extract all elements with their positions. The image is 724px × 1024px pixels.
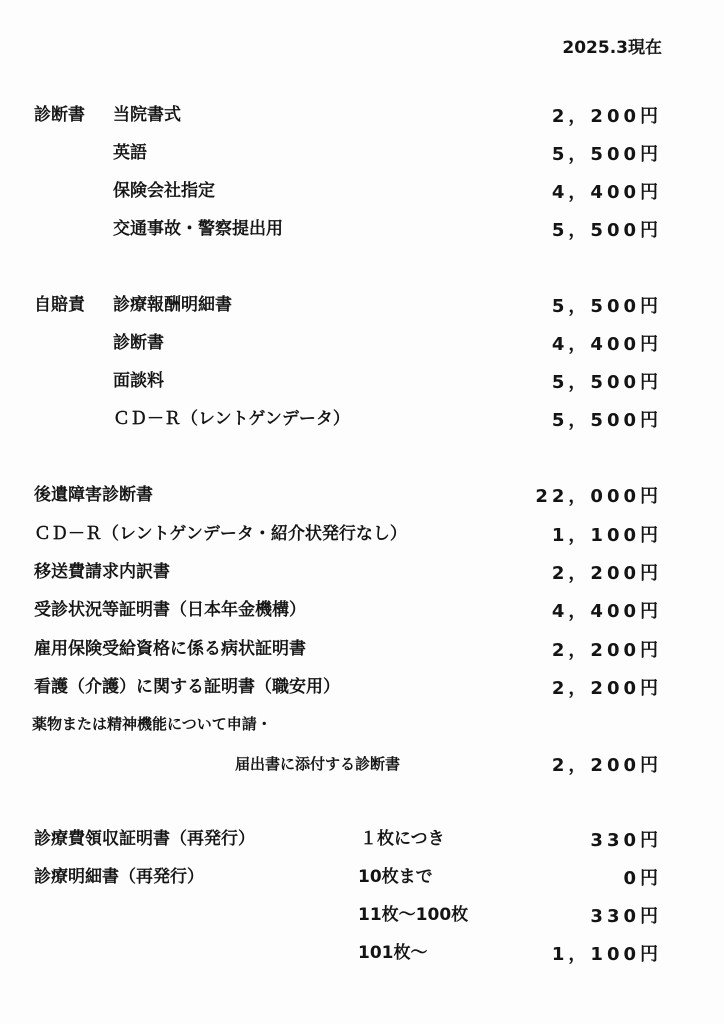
item-label: 保険会社指定 <box>113 181 215 201</box>
tier-quantity: 101枚～ <box>358 943 428 963</box>
item-label: 雇用保険受給資格に係る病状証明書 <box>34 639 306 659</box>
item-price: 5，500円 <box>551 144 662 165</box>
item-price: 4，400円 <box>551 334 662 355</box>
item-label: 診断書 <box>113 333 164 353</box>
item-price: 5，500円 <box>551 296 662 317</box>
item-price: 330円 <box>590 830 662 851</box>
item-label: 英語 <box>113 143 147 163</box>
item-label: ＣＤ－Ｒ（レントゲンデータ・紹介状発行なし） <box>34 524 407 544</box>
item-price: 5，500円 <box>551 372 662 393</box>
item-label: 当院書式 <box>113 105 181 125</box>
receipt-quantity: １枚につき <box>360 829 445 849</box>
tier-quantity: 11枚～100枚 <box>358 905 469 925</box>
item-label: 受診状況等証明書（日本年金機構） <box>34 600 306 620</box>
item-price: 22，000円 <box>535 486 662 507</box>
item-price: 4，400円 <box>551 182 662 203</box>
drug-certificate-line1: 薬物または精神機能について申請・ <box>32 715 272 733</box>
section-title-diagnosis: 診断書 <box>34 105 85 125</box>
item-label: 看護（介護）に関する証明書（職安用） <box>34 677 340 697</box>
item-price: 0円 <box>623 868 662 889</box>
item-label: 診療報酬明細書 <box>113 295 232 315</box>
item-price: 1，100円 <box>551 525 662 546</box>
item-label: 後遺障害診断書 <box>34 485 153 505</box>
tier-quantity: 10枚まで <box>358 867 433 887</box>
item-price: 2，200円 <box>551 678 662 699</box>
item-price: 330円 <box>590 906 662 927</box>
item-price: 5，500円 <box>551 220 662 241</box>
detail-statement-title: 診療明細書（再発行） <box>34 867 204 887</box>
item-price: 2，200円 <box>551 106 662 127</box>
item-price: 5，500円 <box>551 410 662 431</box>
item-price: 2，200円 <box>551 755 662 776</box>
section-title-liability: 自賠責 <box>34 295 85 315</box>
date-note: 2025.3現在 <box>562 38 662 58</box>
item-price: 4，400円 <box>551 601 662 622</box>
receipt-certificate-title: 診療費領収証明書（再発行） <box>34 829 255 849</box>
item-label: 移送費請求内訳書 <box>34 562 170 582</box>
item-label: 交通事故・警察提出用 <box>113 219 283 239</box>
item-price: 2，200円 <box>551 563 662 584</box>
item-price: 1，100円 <box>551 944 662 965</box>
item-label: 面談料 <box>113 371 164 391</box>
drug-certificate-line2: 届出書に添付する診断書 <box>235 755 401 773</box>
item-label: ＣＤ－Ｒ（レントゲンデータ） <box>113 409 350 429</box>
item-price: 2，200円 <box>551 640 662 661</box>
